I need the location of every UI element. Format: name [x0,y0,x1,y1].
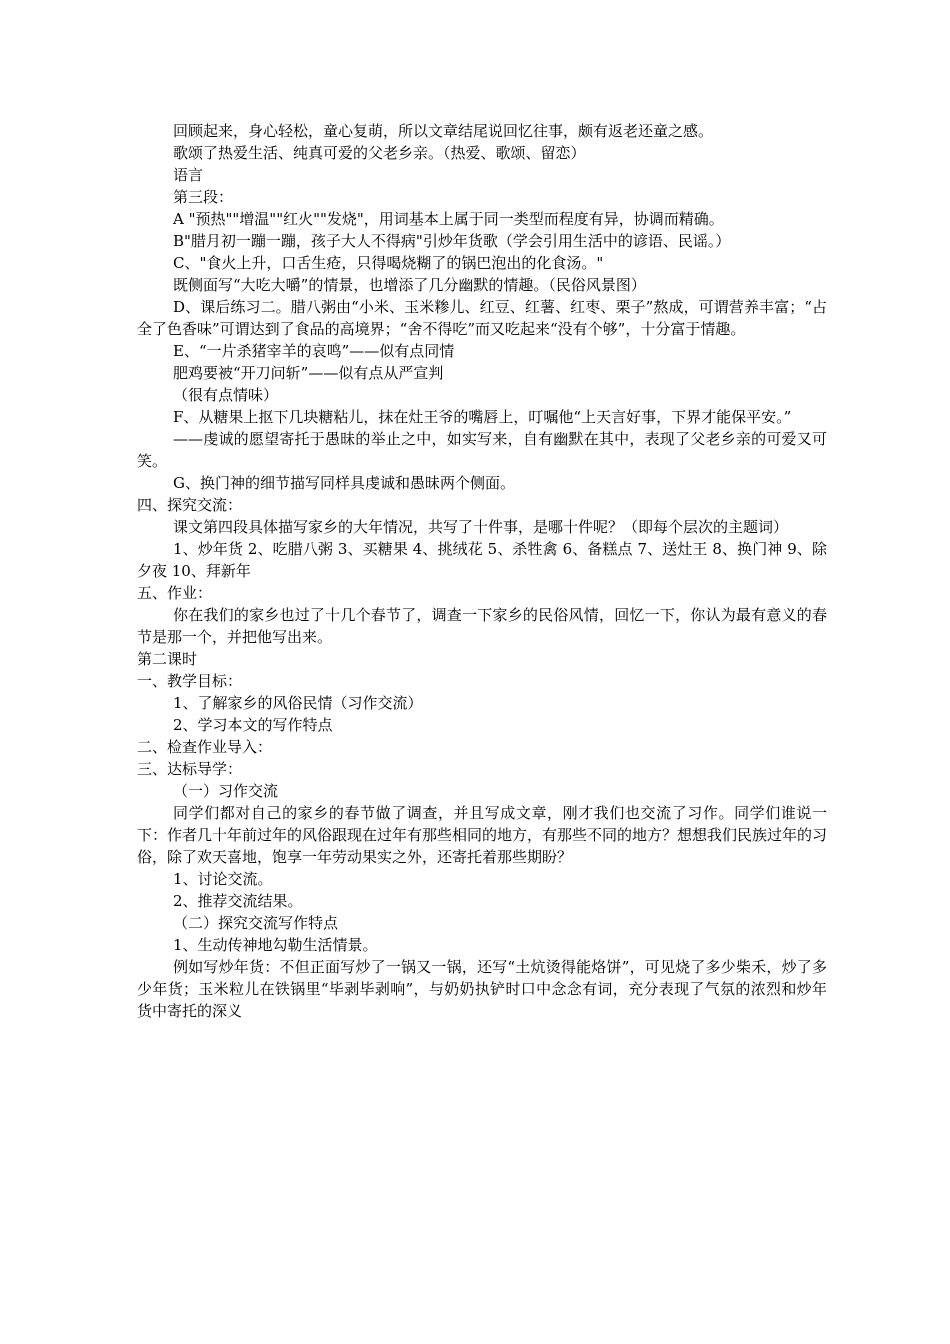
text-line: ——虔诚的愿望寄托于愚昧的举止之中，如实写来，自有幽默在其中，表现了父老乡亲的可爱又可笑。 [137,430,827,470]
document-body [137,120,827,1022]
text-line: E、“一片杀猪宰羊的哀鸣”——似有点同情 [173,342,455,360]
text-line: F、从糖果上抠下几块糖粘儿，抹在灶王爷的嘴唇上，叮嘱他“上天言好事，下界才能保平安。” [173,408,792,426]
text-line: 1、讨论交流。 [173,870,273,888]
text-line: 二、检查作业导入： [137,738,273,756]
text-line: 歌颂了热爱生活、纯真可爱的父老乡亲。（热爱、歌颂、留恋） [173,144,586,162]
text-line: 一、教学目标： [137,672,243,690]
text-line: G、换门神的细节描写同样具虔诚和愚昧两个侧面。 [173,474,515,492]
text-line: 2、推荐交流结果。 [173,892,303,910]
text-line: （很有点情味） [173,386,279,404]
text-line: D、课后练习二。腊八粥由“小米、玉米糁儿、红豆、红薯、红枣、栗子”熬成，可谓营养丰富；“占全了色香味”可谓达到了食品的高境界；“舍不得吃”而又吃起来“没有个够”，十分富于情趣。 [137,298,827,338]
text-line: 肥鸡要被“开刀问斩”——似有点从严宣判 [173,364,444,382]
text-line: （二）探究交流写作特点 [173,914,339,932]
text-line: 五、作业： [137,584,213,602]
text-line: 你在我们的家乡也过了十几个春节了，调查一下家乡的民俗风情，回忆一下，你认为最有意义的春节是那一个，并把他写出来。 [137,606,827,646]
text-line: （一）习作交流 [173,782,279,800]
text-line: 2、学习本文的写作特点 [173,716,333,734]
text-line: 同学们都对自己的家乡的春节做了调查，并且写成文章，刚才我们也交流了习作。同学们谁说一下：作者几十年前过年的风俗跟现在过年有那些相同的地方，有那些不同的地方？想想我们民族过年的习俗，除了欢天喜地，饱享一年劳动果实之外，还寄托着那些期盼？ [137,804,828,866]
text-line: B"腊月初一蹦一蹦，孩子大人不得病"引炒年货歌（学会引用生活中的谚语、民谣。） [173,232,731,250]
text-line: 例如写炒年货：不但正面写炒了一锅又一锅，还写“土炕烫得能烙饼”，可见烧了多少柴禾，炒了多少年货；玉米粒儿在铁锅里“毕剥毕剥响”，与奶奶执铲时口中念念有词，充分表现了气氛的浓烈和炒年货中寄托的深义 [137,958,827,1020]
text-line: 课文第四段具体描写家乡的大年情况，共写了十件事，是哪十件呢？（即每个层次的主题词） [173,518,789,536]
text-line: 回顾起来，身心轻松，童心复萌，所以文章结尾说回忆往事，颇有返老还童之感。 [173,122,714,140]
text-line: 既侧面写“大吃大嚼”的情景，也增添了几分幽默的情趣。（民俗风景图） [173,276,646,294]
text-line: 四、探究交流： [137,496,243,514]
text-line: 语言 [173,166,204,184]
text-line: 第三段： [173,188,234,206]
text-line: 三、达标导学： [137,760,243,778]
text-line: 1、生动传神地勾勒生活情景。 [173,936,378,954]
text-line: 1、炒年货 2、吃腊八粥 3、买糖果 4、挑绒花 5、杀牲禽 6、备糕点 7、送灶王 8、换门神 9、除夕夜 10、拜新年 [137,540,827,580]
text-line: 1、了解家乡的风俗民情（习作交流） [173,694,423,712]
text-line: A "预热""增温""红火""发烧"，用词基本上属于同一类型而程度有异，协调而精确。 [173,210,724,228]
text-line: 第二课时 [137,650,198,668]
text-line: C、"食火上升，口舌生疮，只得喝烧糊了的锅巴泡出的化食汤。" [173,254,604,272]
